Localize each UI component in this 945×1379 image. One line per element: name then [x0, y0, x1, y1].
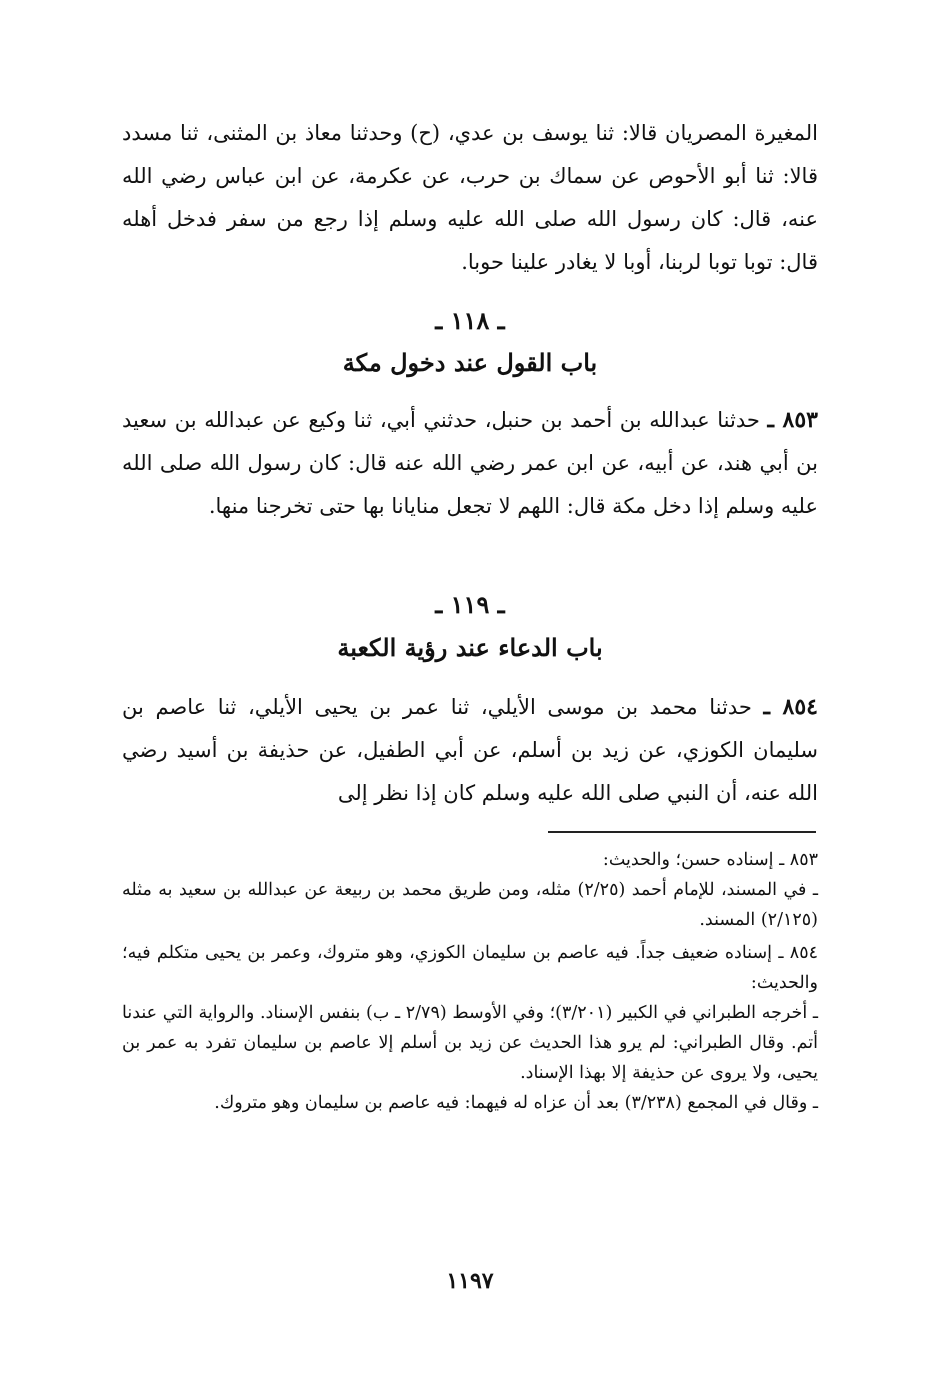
chapter-number-118: ـ ١١٨ ـ	[435, 306, 505, 335]
footnote-854-source-majma: ـ وقال في المجمع (٣/٢٣٨) بعد أن عزاه له فيهما: فيه عاصم بن سليمان وهو متروك.	[214, 1093, 818, 1113]
hadith-number-853: ٨٥٣ ـ	[767, 407, 818, 433]
footnote-853	[122, 845, 818, 935]
footnote-854-header: ٨٥٤ ـ إسناده ضعيف جداً. فيه عاصم بن سليمان الكوزي، وهو متروك، وعمر بن يحيى متكلم فيه؛ والحديث:	[122, 943, 818, 993]
chapter-number-119: ـ ١١٩ ـ	[435, 590, 505, 619]
hadith-text-854: حدثنا محمد بن موسى الأيلي، ثنا عمر بن يحيى الأيلي، ثنا عاصم بن سليمان الكوزي، عن زيد بن أسلم، عن أبي الطفيل، عن حذيفة بن أسيد رضي الله عنه، أن النبي صلى الله عليه وسلم كان إذا نظر إلى	[122, 695, 818, 805]
footnote-853-header: ٨٥٣ ـ إسناده حسن؛ والحديث:	[602, 850, 818, 870]
continued-hadith-text: المغيرة المصريان قالا: ثنا يوسف بن عدي، (ح) وحدثنا معاذ بن المثنى، ثنا مسدد قالا: ثنا أبو الأحوص عن سماك بن حرب، عن عكرمة، عن ابن عباس رضي الله عنه، قال: كان رسول الله صلى الله عليه وسلم إذا رجع من سفر فدخل أهله قال: توبا توبا لربنا، أوبا لا يغادر علينا حوبا.	[122, 121, 818, 274]
footnote-854-source-tabarani: ـ أخرجه الطبراني في الكبير (٣/٢٠١)؛ وفي الأوسط (٢/٧٩ ـ ب) بنفس الإسناد. والرواية التي عندنا أتم. وقال الطبراني: لم يرو هذا الحديث عن زيد بن أسلم إلا عاصم بن سليمان تفرد به عمر بن يحيى، ولا يروى عن حذيفة إلا بهذا الإسناد.	[122, 1003, 818, 1083]
chapter-title-118: باب القول عند دخول مكة	[342, 348, 598, 377]
footnote-854	[122, 938, 818, 1118]
page-number: ١١٩٧	[446, 1268, 494, 1294]
hadith-853	[122, 399, 818, 528]
hadith-number-854: ٨٥٤ ـ	[763, 694, 818, 720]
footnotes	[122, 845, 818, 1121]
chapter-title-119: باب الدعاء عند رؤية الكعبة	[337, 633, 603, 662]
footnote-divider	[548, 831, 816, 833]
hadith-854	[122, 686, 818, 815]
footnote-853-source: ـ في المسند، للإمام أحمد (٢/٢٥) مثله، ومن طريق محمد بن ربيعة عن عبدالله بن سعيد به مثله (٢/١٢٥) المسند.	[122, 880, 818, 930]
hadith-text-853: حدثنا عبدالله بن أحمد بن حنبل، حدثني أبي، ثنا وكيع عن عبدالله بن سعيد بن أبي هند، عن أبيه، عن ابن عمر رضي الله عنه قال: كان رسول الله صلى الله عليه وسلم إذا دخل مكة قال: اللهم لا تجعل منايانا بها حتى تخرجنا منها.	[122, 408, 818, 518]
